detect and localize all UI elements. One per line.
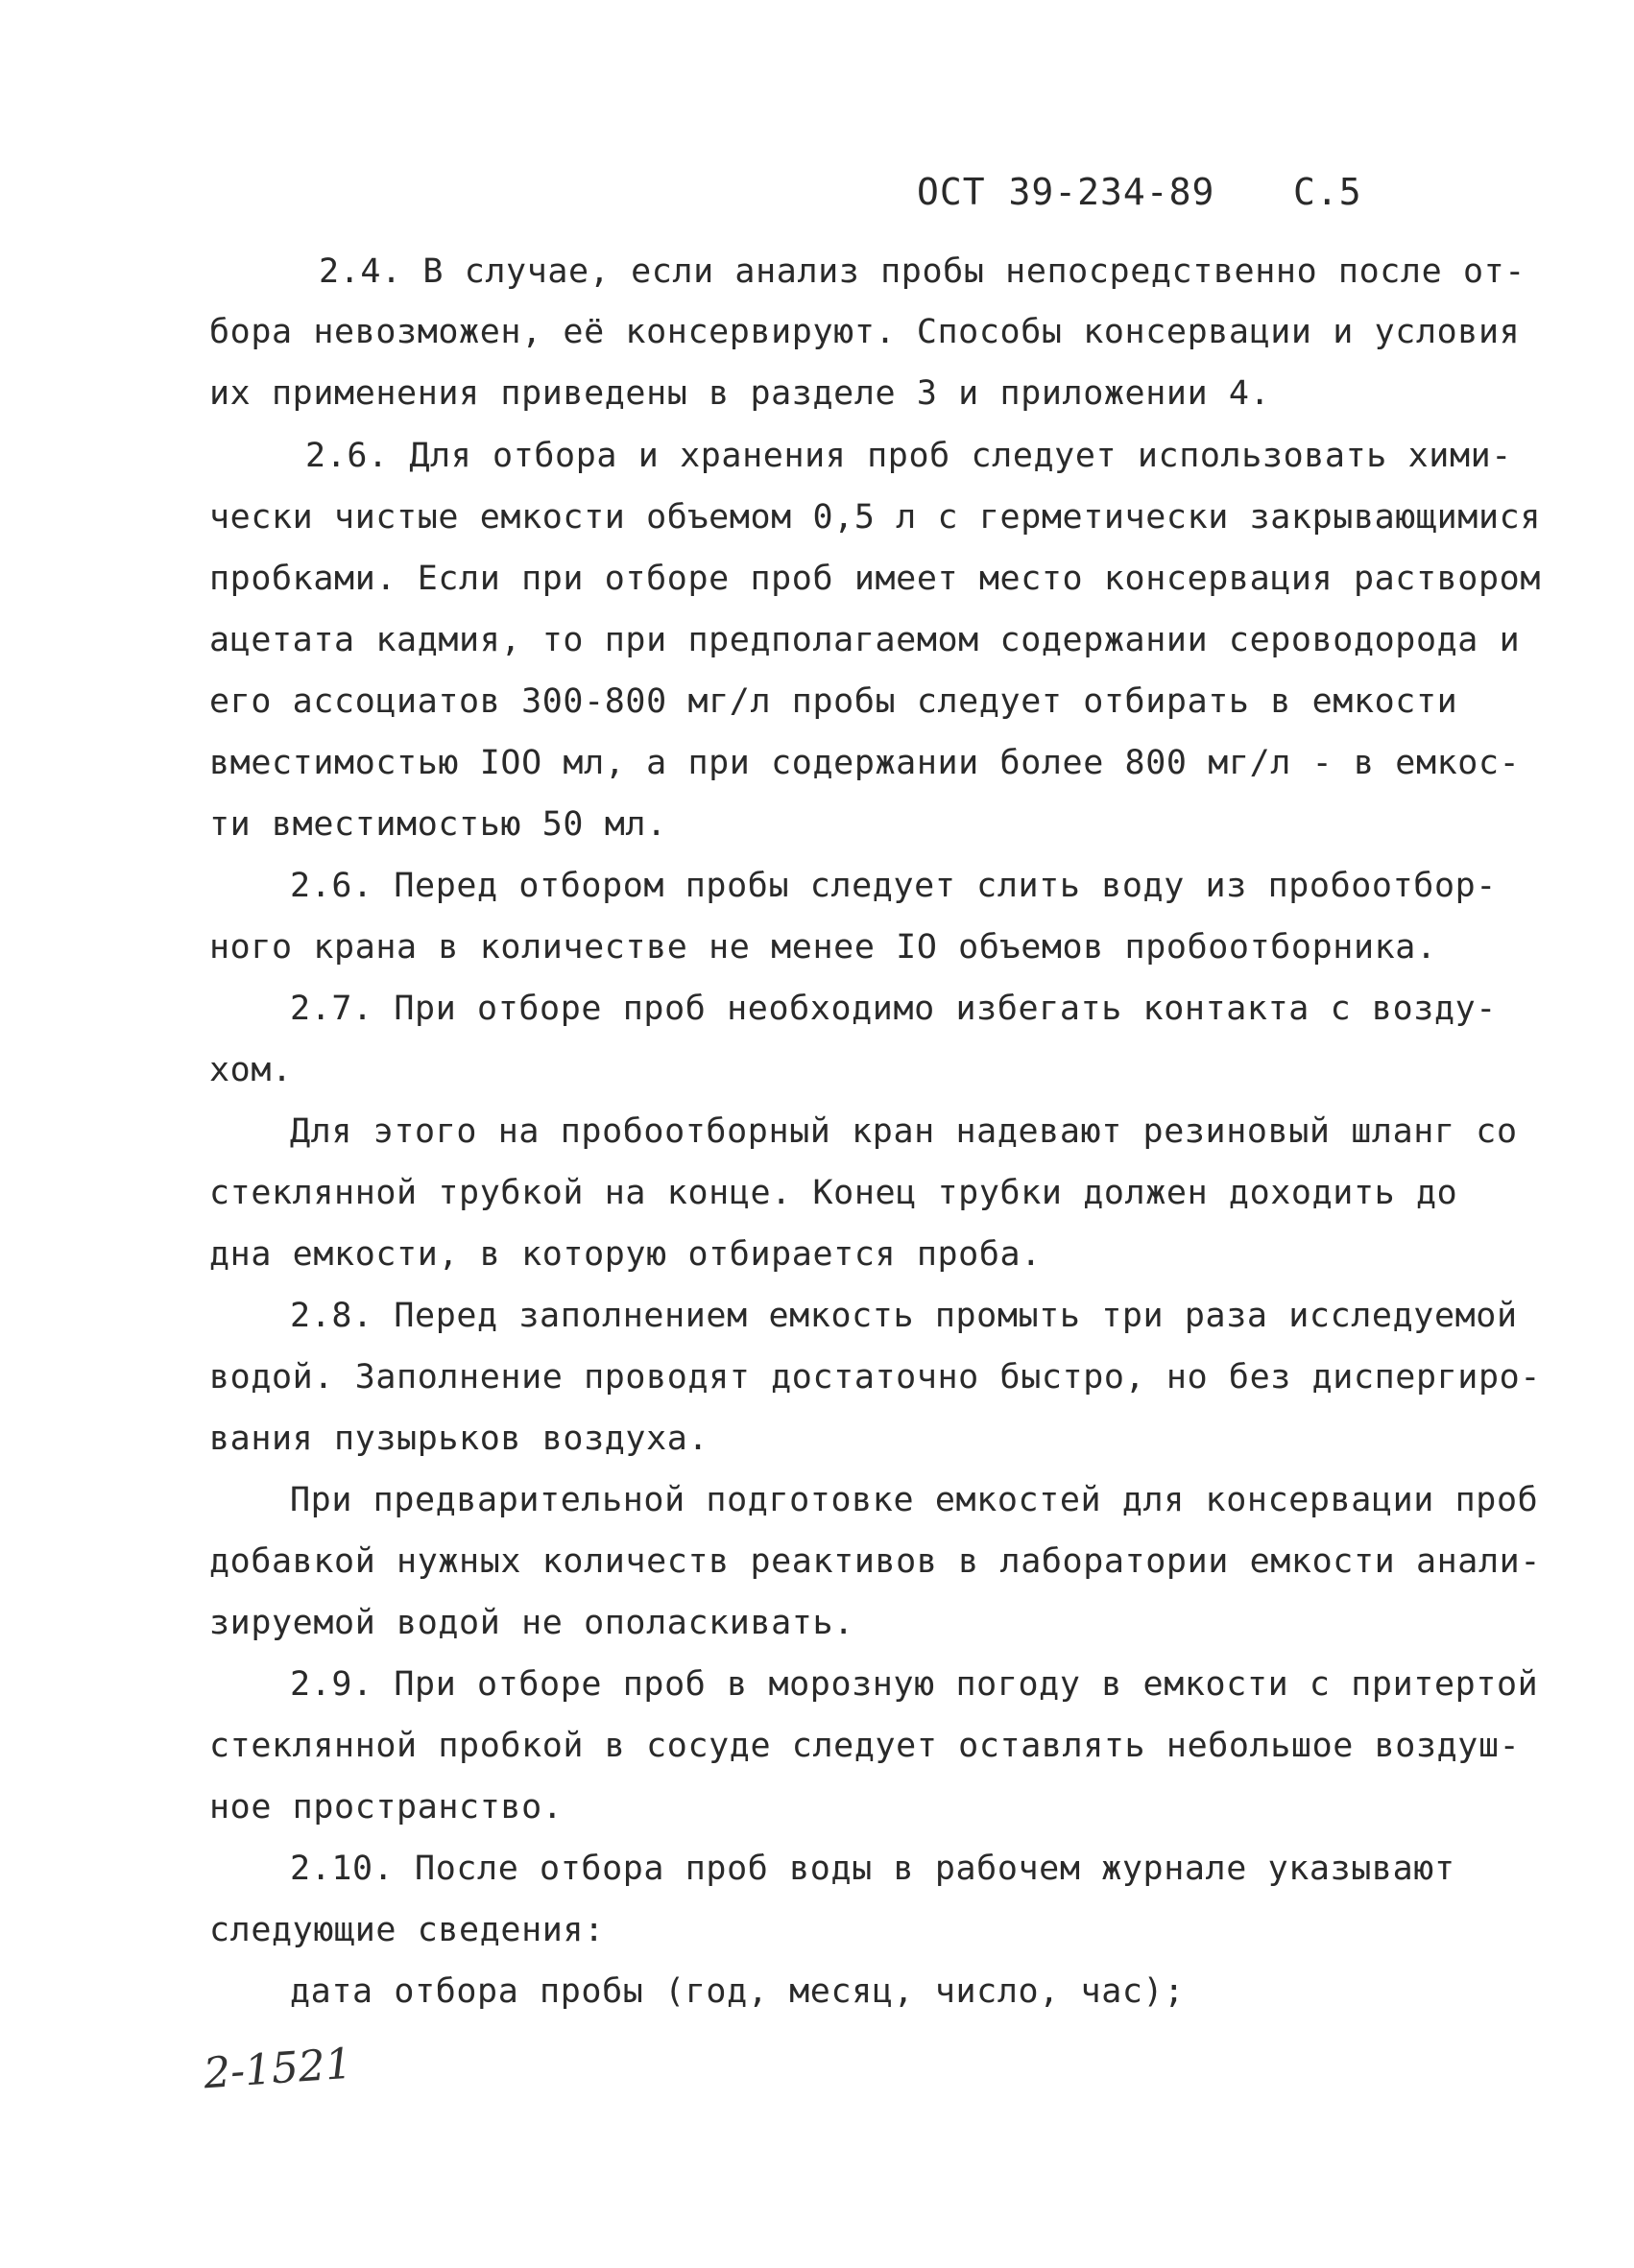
text-line: пробками. Если при отборе проб имеет место консервация раствором bbox=[209, 560, 1541, 598]
text-line: стеклянной пробкой в сосуде следует оставлять небольшое воздуш- bbox=[209, 1727, 1521, 1765]
text-line: ное пространство. bbox=[209, 1788, 564, 1826]
text-line: 2.6. Для отбора и хранения проб следует использовать хими- bbox=[305, 437, 1512, 475]
text-line: вания пузырьков воздуха. bbox=[209, 1420, 709, 1458]
text-line: 2.10. После отбора проб воды в рабочем журнале указывают bbox=[290, 1850, 1455, 1888]
text-line: 2.4. В случае, если анализ пробы непосредственно после от- bbox=[319, 252, 1526, 291]
text-line: дна емкости, в которую отбирается проба. bbox=[209, 1235, 1042, 1274]
text-line: 2.9. При отборе проб в морозную погоду в емкости с притертой bbox=[290, 1665, 1539, 1704]
text-line: водой. Заполнение проводят достаточно быстро, но без диспергиро- bbox=[209, 1358, 1541, 1397]
text-line: Для этого на пробоотборный кран надевают резиновый шланг со bbox=[290, 1112, 1518, 1151]
text-line: ти вместимостью 50 мл. bbox=[209, 805, 667, 844]
text-line: их применения приведены в разделе 3 и приложении 4. bbox=[209, 374, 1271, 413]
text-line: 2.7. При отборе проб необходимо избегать контакта с возду- bbox=[290, 990, 1497, 1028]
text-line: стеклянной трубкой на конце. Конец трубки должен доходить до bbox=[209, 1174, 1458, 1212]
text-line: ного крана в количестве не менее IO объемов пробоотборника. bbox=[209, 928, 1437, 967]
page-number: С.5 bbox=[1293, 171, 1362, 213]
text-line: чески чистые емкости объемом 0,5 л с герметически закрывающимися bbox=[209, 498, 1541, 537]
text-line: зируемой водой не ополаскивать. bbox=[209, 1604, 854, 1642]
text-line: добавкой нужных количеств реактивов в лаборатории емкости анали- bbox=[209, 1542, 1541, 1581]
text-line: дата отбора пробы (год, месяц, число, час); bbox=[290, 1972, 1185, 2011]
text-line: его ассоциатов 300-800 мг/л пробы следует отбирать в емкости bbox=[209, 682, 1458, 721]
text-line: 2.6. Перед отбором пробы следует слить воду из пробоотбор- bbox=[290, 867, 1497, 905]
text-line: следующие сведения: bbox=[209, 1911, 605, 1949]
text-line: ацетата кадмия, то при предполагаемом содержании сероводорода и bbox=[209, 621, 1521, 659]
text-line: вместимостью IOO мл, а при содержании более 800 мг/л - в емкос- bbox=[209, 744, 1521, 782]
handwritten-note: 2-1521 bbox=[202, 2039, 354, 2099]
text-line: 2.8. Перед заполнением емкость промыть три раза исследуемой bbox=[290, 1297, 1518, 1335]
text-line: бора невозможен, её консервируют. Способы консервации и условия bbox=[209, 313, 1521, 351]
document-code: ОСТ 39-234-89 bbox=[917, 171, 1215, 213]
text-line: При предварительной подготовке емкостей для консервации проб bbox=[290, 1481, 1539, 1519]
text-line: хом. bbox=[209, 1051, 293, 1089]
